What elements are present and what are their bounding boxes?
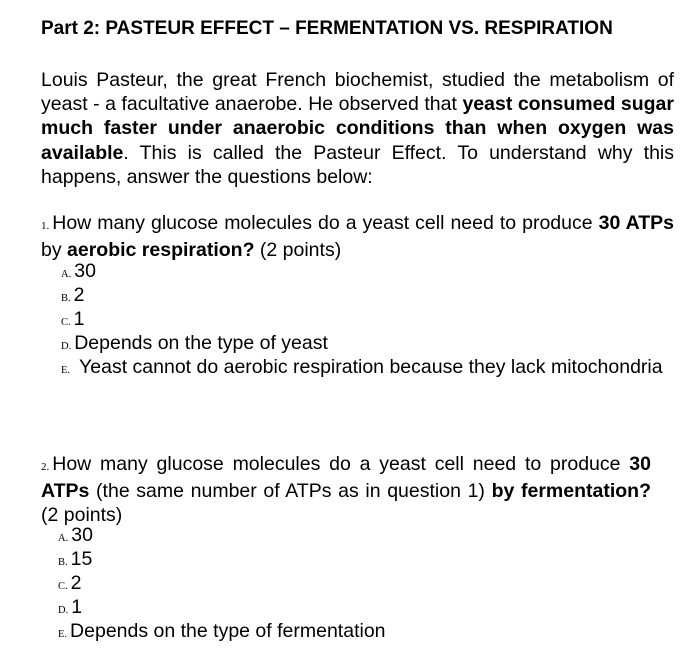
question-1-points: (2 points)	[254, 239, 342, 262]
option-letter: C.	[61, 317, 71, 328]
option-text: Depends on the type of fermentation	[70, 620, 386, 642]
option-letter: A.	[58, 533, 69, 544]
question-1-bold-method: aerobic respiration?	[67, 239, 255, 262]
question-1-text	[41, 211, 674, 262]
question-1-text-part: How many glucose molecules do a yeast cell need to produce	[52, 212, 599, 234]
option-letter: E.	[61, 365, 71, 376]
question-2-points: (2 points)	[41, 504, 123, 527]
option-text: Depends on the type of yeast	[74, 332, 328, 354]
option-letter: E.	[58, 629, 68, 640]
intro-bold-statement: yeast consumed sugar much faster under anaerobic conditions than when oxygen was available	[41, 93, 674, 164]
option-text: 15	[70, 548, 93, 570]
option-text: 1	[73, 308, 85, 330]
intro-text-1: Louis Pasteur, the great French biochemist, studied the metabolism of yeast - a facultative anaerobe. He observed that	[41, 69, 674, 116]
question-1-bold-atps: 30 ATPs	[598, 212, 674, 234]
question-2-number: 2.	[41, 461, 50, 473]
question-1-number: 1.	[41, 220, 50, 232]
question-1-text-part: by	[41, 239, 68, 262]
option-text: 2	[73, 284, 85, 306]
option-text: 1	[71, 596, 83, 618]
question-2-text	[41, 452, 651, 528]
option-text: 30	[74, 260, 96, 282]
intro-paragraph	[41, 68, 674, 189]
option-letter: C.	[58, 581, 68, 592]
option-text: Yeast cannot do aerobic respiration because they lack mitochondria	[79, 356, 663, 378]
question-2-bold-method: by fermentation?	[491, 480, 651, 503]
option-text: 30	[71, 524, 93, 546]
option-letter: A.	[61, 269, 72, 280]
option-letter: B.	[61, 293, 71, 304]
section-title: Part 2: PASTEUR EFFECT – FERMENTATION VS. RESPIRATION	[41, 18, 613, 39]
question-2-bold-atps: 30 ATPs	[41, 453, 651, 503]
option-letter: D.	[58, 605, 69, 616]
question-1	[41, 211, 674, 262]
question-2-text-part: (the same number of ATPs as in question 1)	[89, 480, 492, 503]
intro-text-2: . This is called the Pasteur Effect. To understand why this happens, answer the questions below:	[41, 141, 674, 188]
question-1-option-e	[61, 355, 674, 383]
question-2	[41, 452, 651, 528]
option-text: 2	[70, 572, 82, 594]
question-2-option-e	[58, 619, 386, 647]
option-letter: B.	[58, 557, 68, 568]
option-letter: D.	[61, 341, 72, 352]
question-2-text-part: How many glucose molecules do a yeast cell need to produce	[52, 453, 630, 475]
